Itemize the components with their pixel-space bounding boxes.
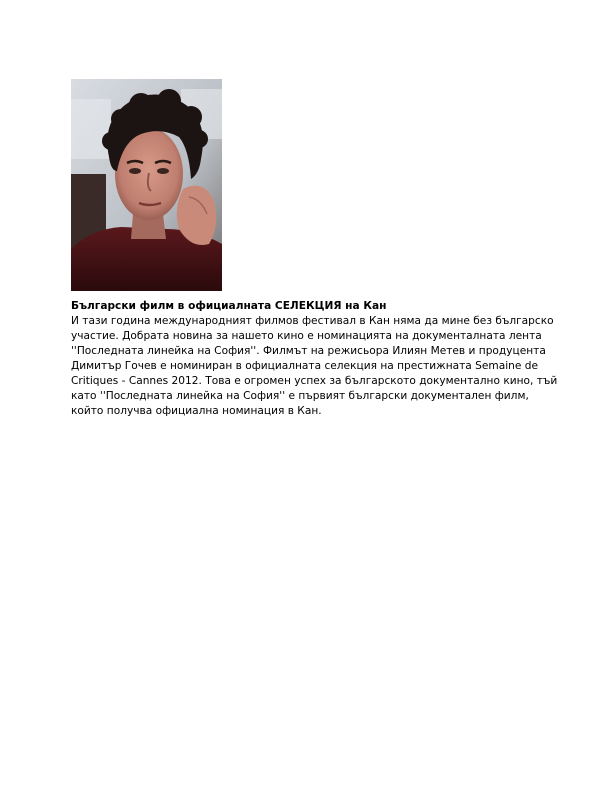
article xyxy=(71,299,558,419)
article-line: участие. Добрата новина за нашето кино е номинацията на документалната лента xyxy=(71,330,542,342)
portrait-icon xyxy=(71,79,222,291)
article-line: като ''Последната линейка на София'' е първият български документален филм, xyxy=(71,390,529,402)
article-line: Димитър Гочев е номиниран в официалната селекция на престижната Semaine de xyxy=(71,360,538,372)
article-line: който получва официална номинация в Кан. xyxy=(71,405,322,417)
article-line: И тази година международният филмов фестивал в Кан няма да мине без българско xyxy=(71,315,554,327)
article-headline: Български филм в официалната СЕЛЕКЦИЯ на Кан xyxy=(71,300,387,312)
article-line: Critiques - Cannes 2012. Това е огромен успех за българското документално кино, тъй xyxy=(71,375,558,387)
portrait-photo xyxy=(71,79,222,291)
article-line: ''Последната линейка на София''. Филмът на режисьора Илиян Метев и продуцента xyxy=(71,345,546,357)
